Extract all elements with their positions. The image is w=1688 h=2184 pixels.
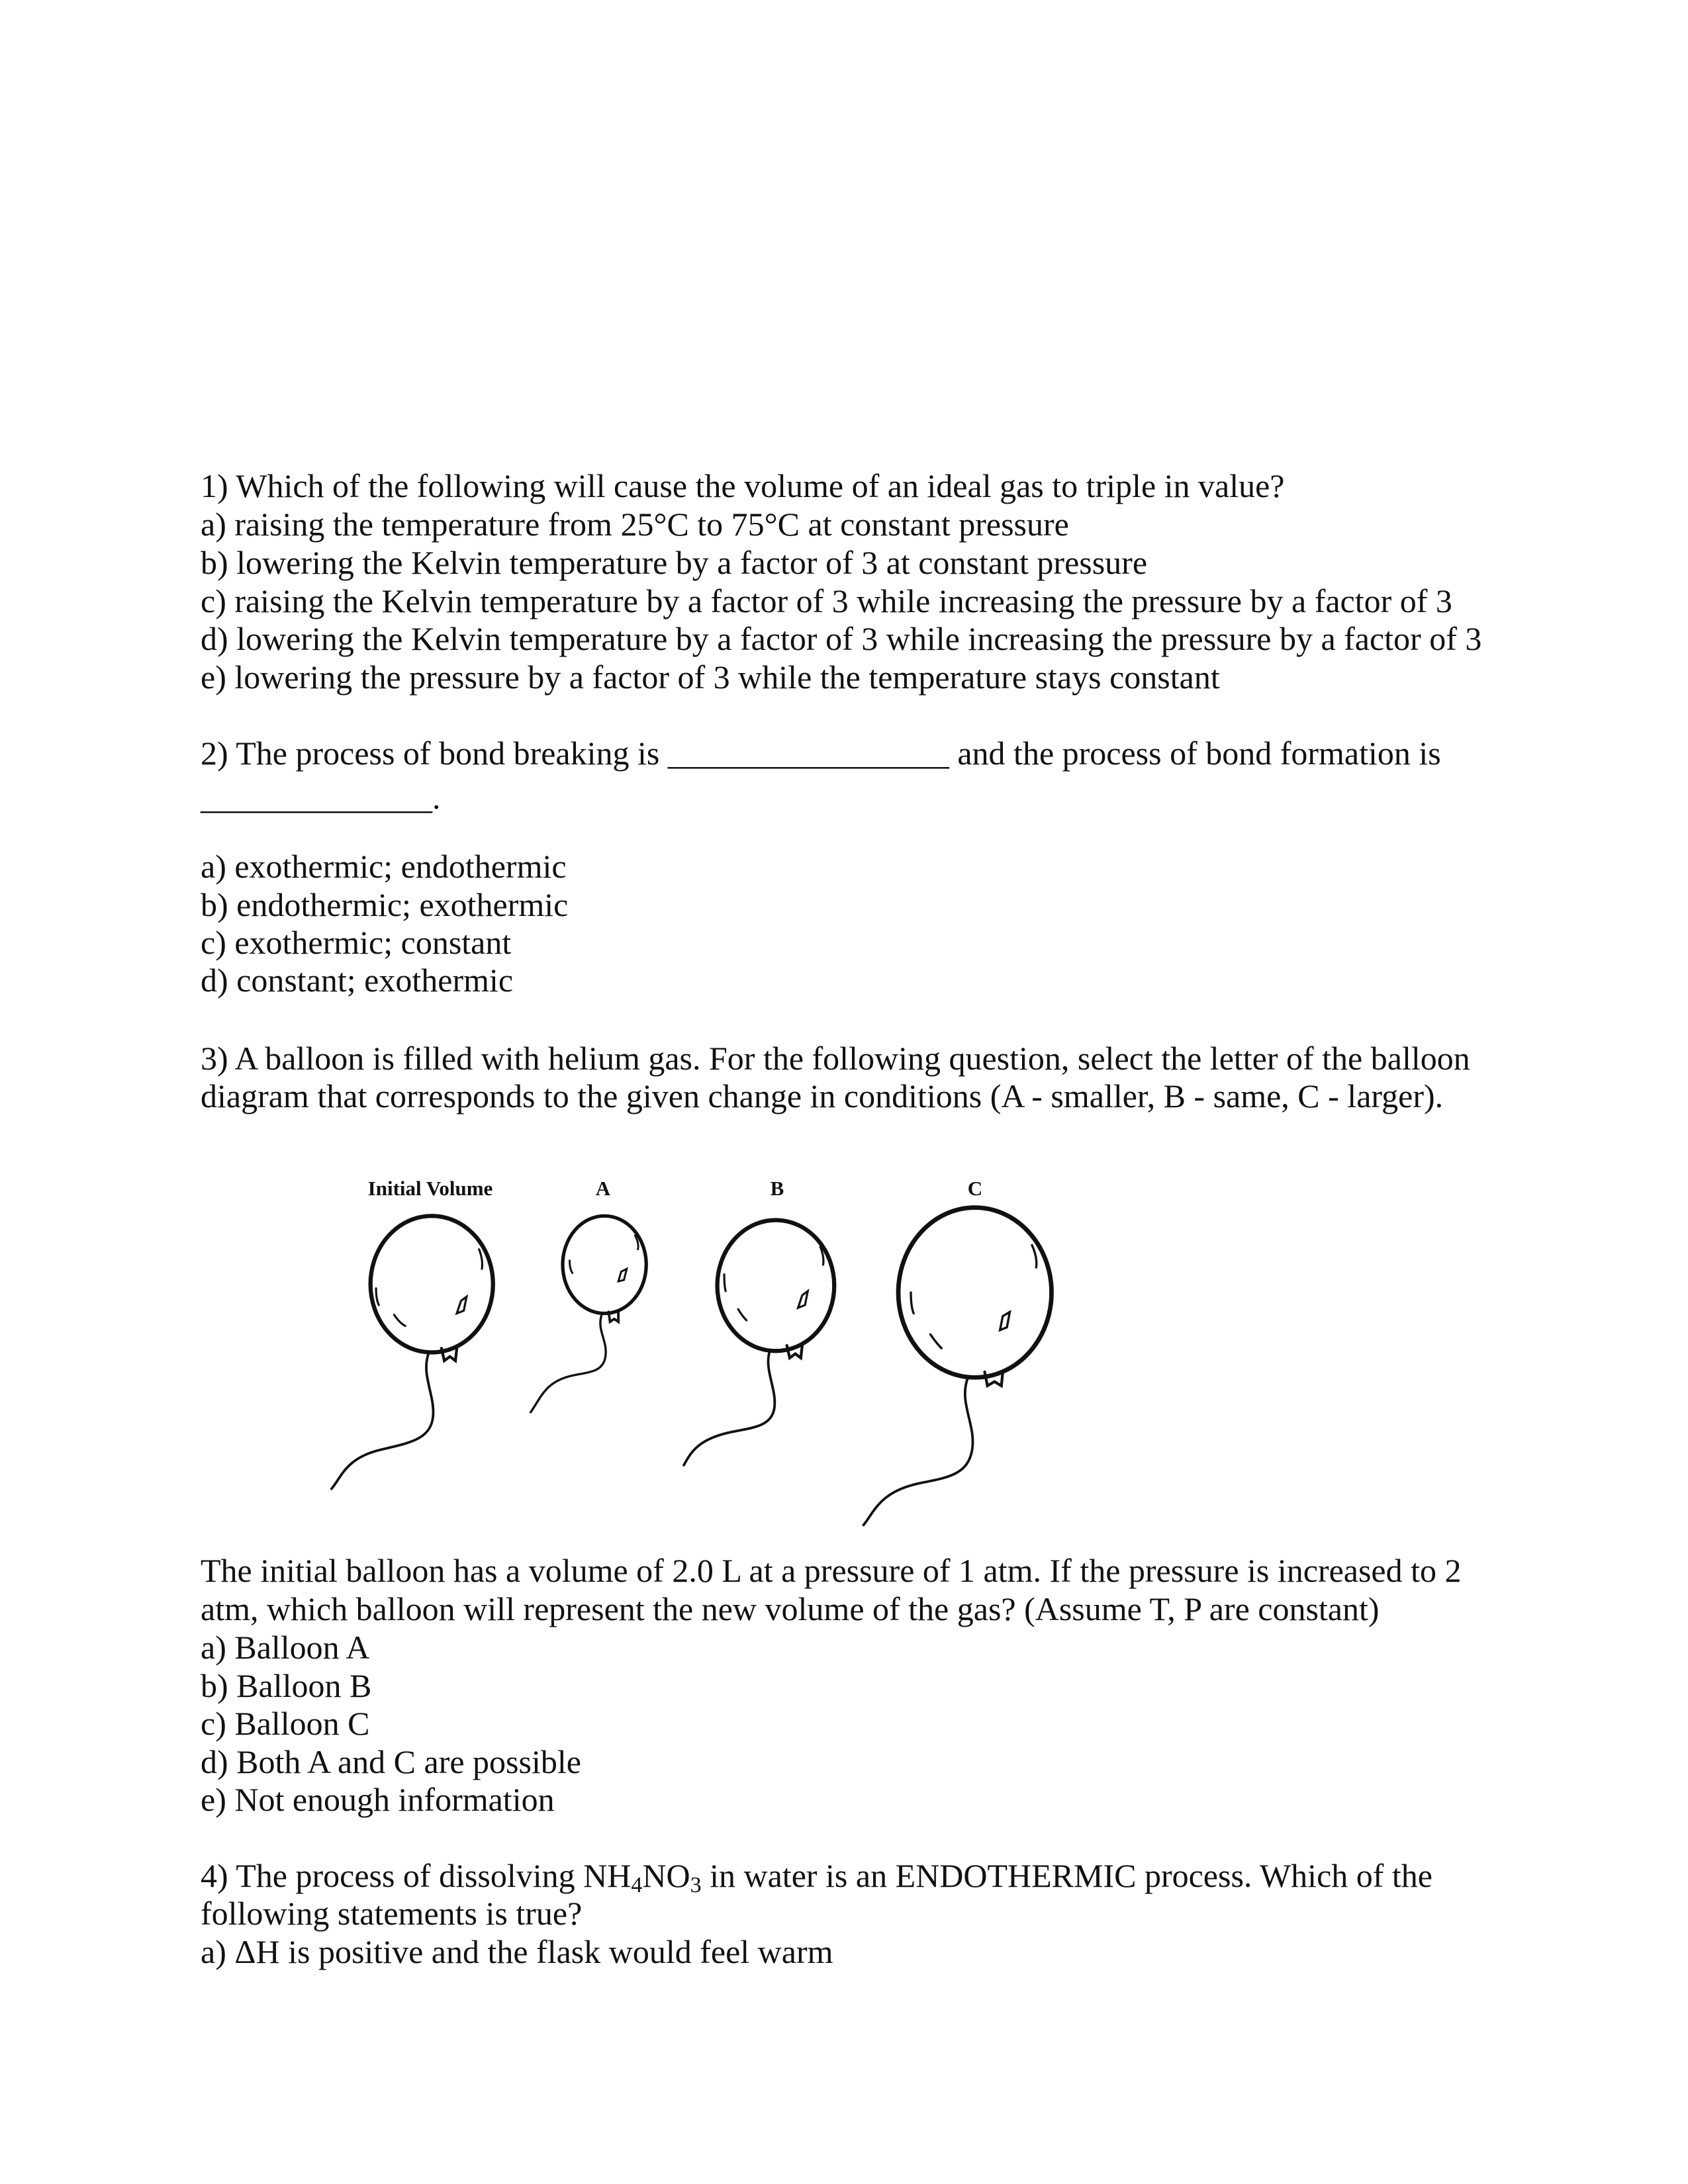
q1-question: 1) Which of the following will cause the volume of an ideal gas to triple in value?: [201, 467, 1285, 504]
q1-option-e: e) lowering the pressure by a factor of 3 while the temperature stays constant: [201, 659, 1220, 696]
q1-option-b: b) lowering the Kelvin temperature by a factor of 3 at constant pressure: [201, 544, 1148, 581]
q3-option-a: a) Balloon A: [201, 1629, 370, 1666]
q3-option-e: e) Not enough information: [201, 1781, 555, 1818]
balloon-c: [863, 1208, 1051, 1525]
q2-option-c: c) exothermic; constant: [201, 924, 512, 961]
label-b: B: [770, 1177, 784, 1200]
q4-question-line2: following statements is true?: [201, 1895, 583, 1932]
q4-text: NO: [642, 1857, 690, 1894]
q2-option-b: b) endothermic; exothermic: [201, 886, 569, 923]
q4-option-a: a) ΔH is positive and the flask would feel warm: [201, 1933, 833, 1970]
q3-question-line1: The initial balloon has a volume of 2.0 L at a pressure of 1 atm. If the pressure is increased to 2: [201, 1552, 1462, 1589]
label-initial-volume: Initial Volume: [367, 1177, 493, 1200]
label-c: C: [967, 1177, 983, 1200]
q3-option-c: c) Balloon C: [201, 1705, 370, 1742]
q3-intro-line1: 3) A balloon is filled with helium gas. For the following question, select the letter of the balloon: [201, 1040, 1470, 1077]
q1-option-d: d) lowering the Kelvin temperature by a factor of 3 while increasing the pressure by a factor of 3: [201, 620, 1482, 657]
q1-option-a: a) raising the temperature from 25°C to 75°C at constant pressure: [201, 506, 1069, 543]
q3-option-d: d) Both A and C are possible: [201, 1743, 581, 1780]
q4-text: 4) The process of dissolving NH: [201, 1857, 632, 1894]
q2-question: 2) The process of bond breaking is _________________ and the process of bond formation is: [201, 735, 1441, 772]
balloon-b: [684, 1220, 834, 1465]
balloon-a: [531, 1216, 647, 1412]
label-a: A: [595, 1177, 611, 1200]
q4-text: in water is an ENDOTHERMIC process. Which of the: [701, 1857, 1433, 1894]
q4-question-line1: [201, 1856, 1432, 1895]
balloon-initial: [332, 1216, 493, 1488]
q3-intro-line2: diagram that corresponds to the given change in conditions (A - smaller, B - same, C - larger).: [201, 1077, 1444, 1115]
q4-subscript: 3: [690, 1873, 702, 1897]
q2-option-a: a) exothermic; endothermic: [201, 848, 567, 885]
q1-option-c: c) raising the Kelvin temperature by a factor of 3 while increasing the pressure by a factor of 3: [201, 582, 1452, 619]
q2-option-d: d) constant; exothermic: [201, 962, 514, 999]
q2-question-blank: ______________.: [201, 779, 441, 816]
q3-option-b: b) Balloon B: [201, 1667, 372, 1704]
q4-subscript: 4: [631, 1873, 643, 1897]
q3-question-line2: atm, which balloon will represent the new volume of the gas? (Assume T, P are constant): [201, 1590, 1380, 1627]
